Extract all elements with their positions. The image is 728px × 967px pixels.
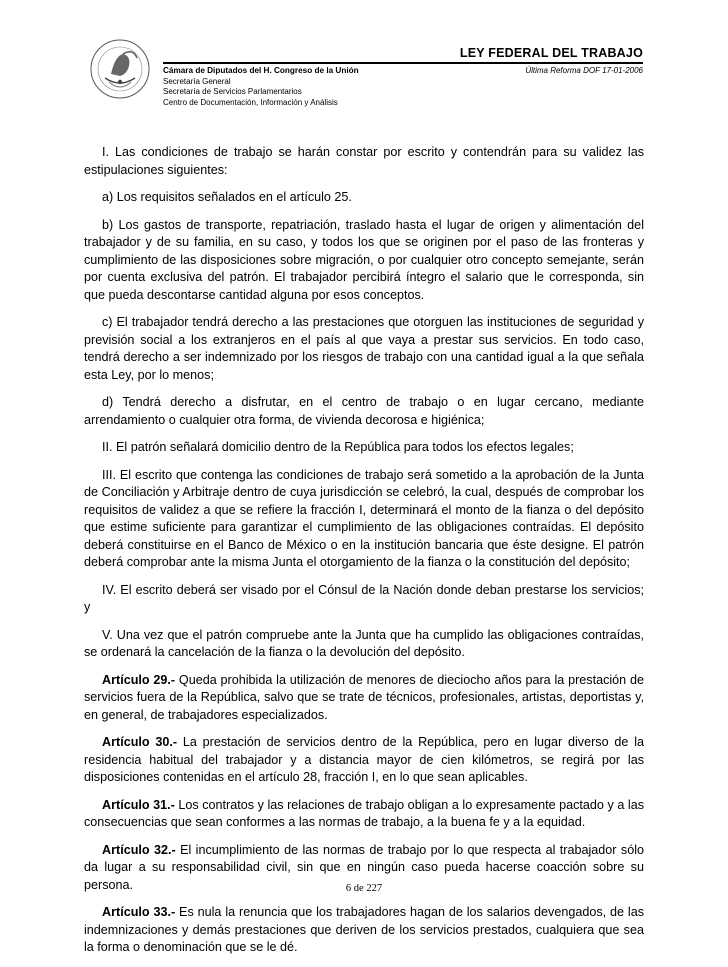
paragraph [84, 314, 644, 384]
paragraph-text: b) Los gastos de transporte, repatriación, traslado hasta el lugar de origen y alimentación del trabajador y de su familia, en su caso, y todos los que se originen por el paso de las fronteras y cumplimiento de las disposiciones sobre migración, o por cualquier otro concepto semejante, serán por cuenta exclusiva del patrón. El trabajador percibirá íntegro el salario que le corresponda, sin que pueda descontarse cantidad alguna por esos conceptos. [84, 217, 644, 302]
paragraph-text: El incumplimiento de las normas de trabajo por lo que respecta al trabajador sólo da lugar a su responsabilidad civil, sin que en ningún caso pueda hacerse coacción sobre su persona. [84, 842, 644, 892]
paragraph-text: IV. El escrito deberá ser visado por el Cónsul de la Nación donde deban prestarse los servicios; y [84, 582, 644, 614]
page-number: 6 de 227 [345, 883, 383, 894]
paragraph [84, 394, 644, 429]
header-divider [163, 62, 643, 64]
paragraph [84, 797, 644, 832]
paragraph-text: d) Tendrá derecho a disfrutar, en el centro de trabajo o en lugar cercano, mediante arrendamiento o cualquier otra forma, de vivienda decorosa e higiénica; [84, 395, 644, 427]
article-label: Artículo 31.- [102, 797, 175, 812]
paragraph [84, 582, 644, 617]
institution-name: Cámara de Diputados del H. Congreso de la Unión [163, 66, 359, 75]
article-label: Artículo 33.- [102, 905, 176, 919]
institution-line-4: Centro de Documentación, Información y Análisis [163, 97, 338, 107]
header-institution-block [163, 66, 359, 108]
paragraph-text: V. Una vez que el patrón compruebe ante la Junta que ha cumplido las obligaciones contraídas, se ordenará la cancelación de la fianza o la devolución del depósito. [84, 627, 644, 659]
paragraph-text: Los contratos y las relaciones de trabajo obligan a lo expresamente pactado y a las consecuencias que sean conformes a las normas de trabajo, a la buena fe y a la equidad. [84, 797, 644, 829]
paragraph-text: a) Los requisitos señalados en el artículo 25. [102, 190, 352, 204]
paragraph-text: Queda prohibida la utilización de menores de dieciocho años para la prestación de servicios fuera de la República, salvo que se trate de técnicos, profesionales, artistas, deportistas y, en general, de trabajadores especializados. [84, 672, 644, 722]
paragraph [84, 189, 644, 207]
paragraph [84, 467, 644, 572]
paragraph-text: c) El trabajador tendrá derecho a las prestaciones que otorguen las instituciones de seguridad y previsión social a los extranjeros en el país al que vaya a prestar sus servicios. En todo caso, tendrá derecho a ser indemnizado por los riesgos de trabajo con una cantidad igual a la que señala esta Ley, por lo menos; [84, 315, 644, 382]
paragraph [84, 217, 644, 305]
article-label: Artículo 30.- [102, 735, 178, 749]
paragraph-text: Es nula la renuncia que los trabajadores hagan de los salarios devengados, de las indemnizaciones y demás prestaciones que deriven de los servicios prestados, cualquiera que sea la forma o denominación que se le dé. [84, 905, 645, 954]
paragraph [84, 904, 644, 957]
paragraph [84, 144, 644, 179]
article-label: Artículo 29.- [102, 672, 176, 687]
paragraph [84, 439, 644, 457]
paragraph-text: La prestación de servicios dentro de la República, pero en lugar diverso de la residencia habitual del trabajador y a distancia mayor de cien kilómetros, se regirá por las disposiciones contenidas en el artículo 28, fracción I, en lo que sean aplicables. [84, 735, 644, 784]
article-label: Artículo 32.- [102, 842, 176, 857]
document-title: LEY FEDERAL DEL TRABAJO [459, 46, 643, 60]
document-body [84, 144, 644, 967]
paragraph [84, 734, 644, 787]
mexican-coat-of-arms-icon [87, 38, 153, 100]
last-reform-date: Última Reforma DOF 17-01-2006 [525, 66, 643, 75]
institution-line-2: Secretaría General [163, 76, 231, 86]
institution-line-3: Secretaría de Servicios Parlamentarios [163, 87, 302, 96]
paragraph-text: I. Las condiciones de trabajo se harán constar por escrito y contendrán para su validez las estipulaciones siguientes: [84, 145, 644, 177]
paragraph [84, 672, 644, 725]
paragraph [84, 627, 644, 662]
paragraph-text: II. El patrón señalará domicilio dentro de la República para todos los efectos legales; [102, 440, 574, 454]
paragraph-text: III. El escrito que contenga las condiciones de trabajo será sometido a la aprobación de la Junta de Conciliación y Arbitraje dentro de cuya jurisdicción se celebró, la cual, después de comprobar los requisitos de validez a que se refiere la fracción I, determinará el monto de la fianza o del depósito que estime suficiente para garantizar el cumplimiento de las obligaciones contraídas. El depósito deberá constituirse en el Banco de México o en la institución bancaria que éste designe. El patrón deberá comprobar ante la misma Junta el otorgamiento de la fianza o la constitución del depósito; [84, 467, 644, 569]
